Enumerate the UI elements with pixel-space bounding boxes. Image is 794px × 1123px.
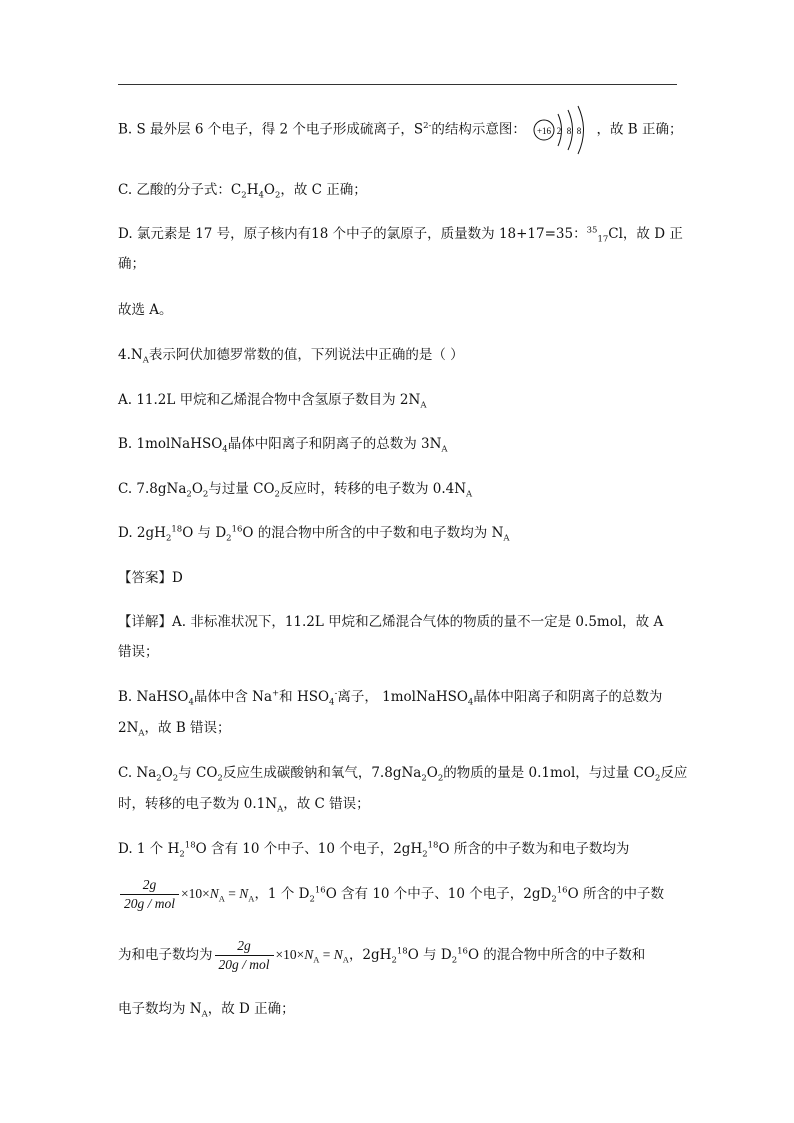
detail-line-10: 电子数均为 $N_A$，故 D 正确； xyxy=(118,1001,295,1020)
detail-line-3: B. NaHSO$_4$晶体中含 Na+和 $HSO_4^-$离子， 1molNaHSO$_4$晶体中阳离子和阴离子的总数为 xyxy=(118,688,663,708)
detail-line-1: 【详解】A. 非标准状况下，11.2L 甲烷和乙烯混合气体的物质的量不一定是 0.5mol，故 A xyxy=(118,614,664,630)
question-4-stem: $4.N_A$表示阿伏加德罗常数的值，下列说法中正确的是（ ） xyxy=(118,347,464,366)
sulfide-ion-structure-diagram xyxy=(532,104,590,156)
shell-1-count: 2 xyxy=(556,126,562,136)
detail-line-6: 时，转移的电子数为 $0.1N_A$，故 C 错误； xyxy=(118,796,370,815)
prev-option-b-line: B. S 最外层 6 个电子，得 2 个电子形成硫离子，$S^{2-}$的结构示意图： +16 2 8 8 ，故 B 正确； xyxy=(118,104,683,156)
option-d: D. $2gH_2^{18}O$ 与 $D_2^{16}O$ 的混合物中所含的中子数和电子数均为 $N_A$ xyxy=(118,524,510,544)
option-b: B. 1molNaHSO$_4$晶体中阳离子和阴离子的总数为 $3N_A$ xyxy=(118,436,448,455)
prev-option-d-line-1: D. 氯元素是 17 号，原子核内有18 个中子的氯原子，质量数为 18+17=35：$^{35}_{17}$Cl，故 D 正 xyxy=(118,225,683,245)
prev-option-d-line-2: 确； xyxy=(118,256,145,272)
fraction-2g-over-20g-mol-2: $\frac{2g}{\text{20g / mol}}$ xyxy=(215,937,274,974)
shell-3-count: 8 xyxy=(576,126,582,136)
prev-option-c-line: C. 乙酸的分子式：$C_2H_4O_2$，故 C 正确； xyxy=(118,182,367,201)
detail-line-8: $\frac{2g}{\text{20g / mol}}$ $\times 10\times N_A = N_A$，1 个 $D_2^{16}O$ 含有 10 个中子、10 个电子，$2gD_2^{16}O$ 所含的中子数 xyxy=(118,876,664,913)
detail-line-7: D. 1 个 $H_2^{18}O$ 含有 10 个中子、10 个电子，$2gH_2^{18}O$ 所含的中子数为和电子数均为 xyxy=(118,840,630,860)
fraction-2g-over-20g-mol: $\frac{2g}{\text{20g / mol}}$ xyxy=(120,876,179,913)
shell-2-count: 8 xyxy=(566,126,572,136)
answer-line: 【答案】D xyxy=(118,570,183,586)
detail-line-4: $2N_A$，故 B 错误； xyxy=(118,720,231,739)
option-a: A. 11.2L 甲烷和乙烯混合物中含氢原子数目为 $2N_A$ xyxy=(118,392,427,411)
detail-line-5: C. $Na_2O_2$与 $CO_2$反应生成碳酸钠和氧气，$7.8gNa_2O_2$的物质的量是 0.1mol，与过量 $CO_2$反应 xyxy=(118,765,688,784)
header-rule xyxy=(118,84,677,85)
detail-line-2: 错误； xyxy=(118,644,159,660)
option-c: C. $7.8gNa_2O_2$与过量 $CO_2$反应时，转移的电子数为 $0.4N_A$ xyxy=(118,481,473,500)
choose-line: 故选 A。 xyxy=(118,302,173,318)
nucleus-charge: +16 xyxy=(537,126,552,136)
detail-line-9: 为和电子数均为 $\frac{2g}{\text{20g / mol}}$ $\times 10\times N_A = N_A$，$2gH_2^{18}O$ 与 $D_2^{16}O$ 的混合物中所含的中子数和 xyxy=(118,938,646,972)
